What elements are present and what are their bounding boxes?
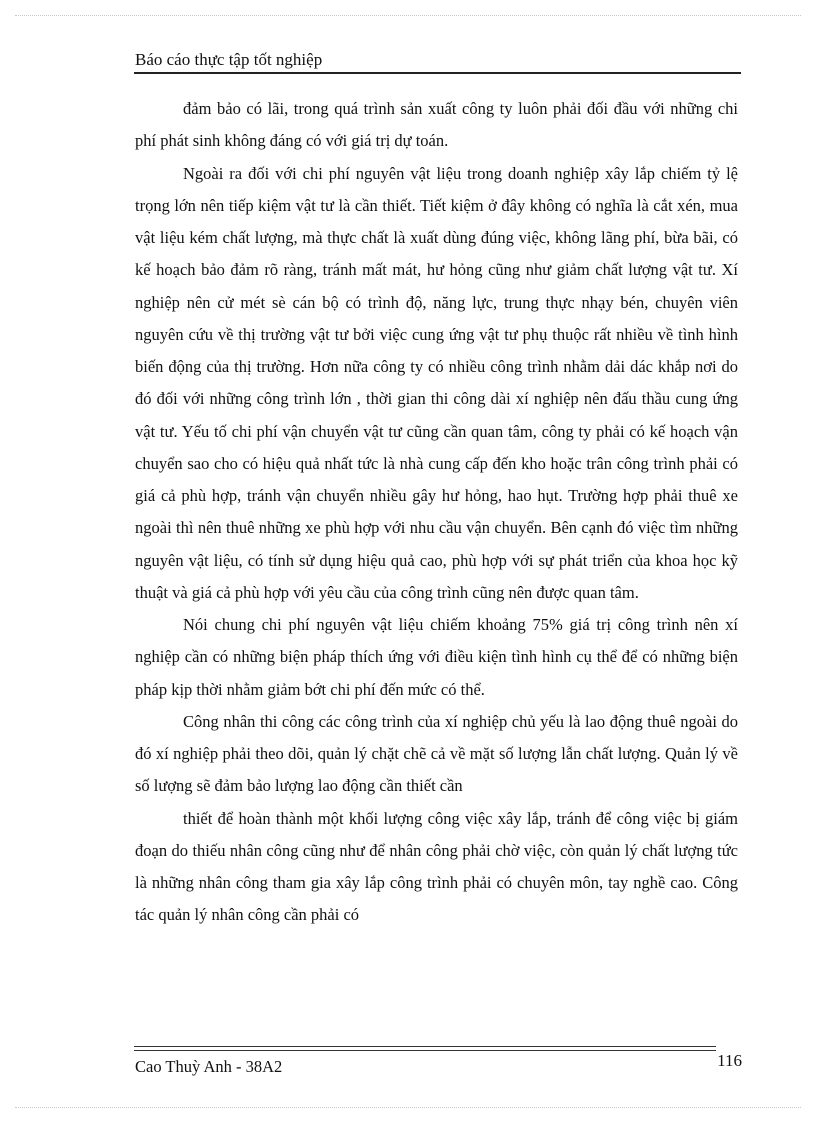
page-number: 116: [717, 1051, 742, 1070]
page-header: [134, 50, 741, 74]
paragraph-4: Công nhân thi công các công trình của xí nghiệp chủ yếu là lao động thuê ngoài do đó xí nghiệp phải theo dõi, quản lý chặt chẽ cả về mặt số lượng lẫn chất lượng. Quản lý về số lượng sẽ đảm bảo lượng lao động cần thiết cần: [135, 711, 738, 796]
report-title: Báo cáo thực tập tốt nghiệp: [135, 50, 323, 69]
body-text: [135, 93, 738, 932]
page-footer: [134, 1046, 742, 1086]
paragraph-1: đảm bảo có lãi, trong quá trình sản xuất công ty luôn phải đối đầu với những chi phí phát sinh không đáng có với giá trị dự toán.: [135, 99, 738, 151]
paragraph-2: Ngoài ra đối với chi phí nguyên vật liệu trong doanh nghiệp xây lắp chiếm tỷ lệ trọng lớn nên tiếp kiệm vật tư là cần thiết. Tiết kiệm ở đây không có nghĩa là cắt xén, mua vật liệu kém chất lượng, mà thực chất là xuất dùng đúng việc, không lãng phí, bừa bãi, có kế hoạch bảo đảm rõ ràng, tránh mất mát, hư hỏng cũng như giảm chất lượng vật tư. Xí nghiệp nên cử mét sè cán bộ có trình độ, năng lực, trung thực nhạy bén, chuyên viên nguyên cứu về thị trường vật tư bởi việc cung ứng vật tư phụ thuộc rất nhiều về tình hình biến động của thị trường. Hơn nữa công ty có nhiều công trình nhằm dải dác khắp nơi do đó đối với những công trình lớn , thời gian thi công dài xí nghiệp nên đấu thầu cung ứng vật tư. Yếu tố chi phí vận chuyển vật tư cũng cần quan tâm, công ty phải có kế hoạch vận chuyển sao cho có hiệu quả nhất tức là nhà cung cấp đến kho hoặc trân công trình phải có giá cả phù hợp, tránh vận chuyển nhiều gây hư hỏng, hao hụt. Trường hợp phải thuê xe ngoài thì nên thuê những xe phù hợp với nhu cầu vận chuyển. Bên cạnh đó việc tìm những nguyên vật liệu, có tính sử dụng hiệu quả cao, phù hợp với sự phát triển của khoa học kỹ thuật và giá cả phù hợp với yêu cầu của công trình cũng nên được quan tâm.: [135, 163, 738, 602]
footer-rule: [134, 1046, 716, 1051]
footer-author: Cao Thuỳ Anh - 38A2: [135, 1057, 283, 1076]
paragraph-5: thiết để hoàn thành một khối lượng công việc xây lắp, tránh để công việc bị giám đoạn do thiếu nhân công cũng như để nhân công phải chờ việc, còn quản lý chất lượng tức là những nhân công tham gia xây lắp công trình phải có chuyên môn, tay nghề cao. Công tác quản lý nhân công cần phải có: [135, 808, 738, 925]
paragraph-3: Nói chung chi phí nguyên vật liệu chiếm khoảng 75% giá trị công trình nên xí nghiệp cần có những biện pháp thích ứng với điều kiện tình hình cụ thể để có những biện pháp kịp thời nhằm giảm bớt chi phí đến mức có thể.: [135, 615, 738, 699]
